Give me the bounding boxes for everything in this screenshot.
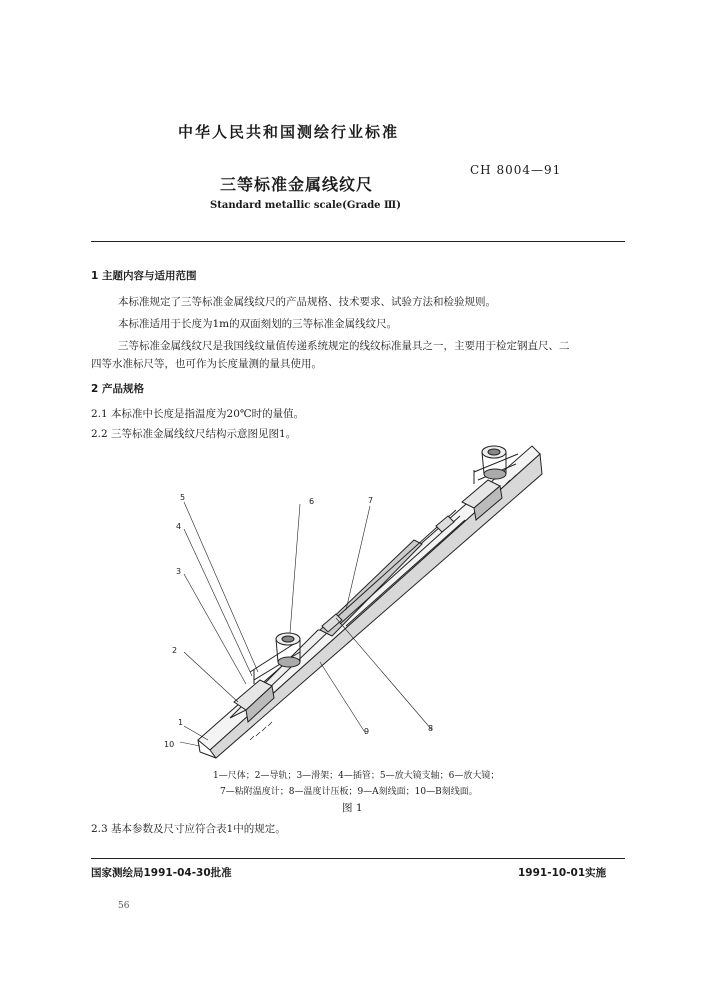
section-1-paragraph-3-cont: 四等水准标尺等，也可作为长度量测的量具使用。 [91, 358, 322, 370]
figure-label-3: 3 [176, 567, 182, 576]
figure-label-4: 4 [176, 522, 182, 531]
section-1-paragraph-2: 本标准适用于长度为1m的双面刻划的三等标准金属线纹尺。 [118, 318, 398, 330]
figure-label-9: 9 [364, 727, 370, 736]
figure-label-5: 5 [180, 493, 186, 502]
figure-caption: 图 1 [342, 802, 363, 814]
figure-label-1: 1 [178, 718, 184, 727]
figure-label-8: 8 [428, 724, 434, 733]
document-subtitle: Standard metallic scale(Grade Ⅲ) [210, 200, 401, 211]
industry-standard-heading: 中华人民共和国测绘行业标准 [178, 123, 400, 141]
figure-label-7: 7 [368, 496, 374, 505]
section-1-paragraph-1: 本标准规定了三等标准金属线纹尺的产品规格、技术要求、试验方法和检验规则。 [118, 296, 496, 308]
figure-label-6: 6 [309, 497, 315, 506]
header-divider [91, 241, 625, 242]
approval-date: 国家测绘局1991-04-30批准 [91, 867, 232, 879]
scale-structure-figure [150, 440, 550, 760]
document-title: 三等标准金属线纹尺 [220, 175, 374, 194]
page-number: 56 [118, 901, 130, 911]
clause-2-3: 2.3 基本参数及尺寸应符合表1中的规定。 [91, 823, 286, 835]
standard-code: CH 8004—91 [470, 163, 562, 177]
clause-2-2: 2.2 三等标准金属线纹尺结构示意图见图1。 [91, 428, 297, 440]
figure-legend-line-2: 7—粘附温度计；8—温度计压板；9—A刻线面；10—B刻线面。 [220, 787, 478, 797]
effective-date: 1991-10-01实施 [518, 867, 607, 879]
figure-label-10: 10 [164, 740, 175, 749]
section-1-heading: 1 主题内容与适用范围 [91, 270, 197, 282]
clause-2-1: 2.1 本标准中长度是指温度为20℃时的量值。 [91, 408, 305, 420]
section-2-heading: 2 产品规格 [91, 383, 144, 395]
footer-divider [91, 858, 625, 859]
figure-legend-line-1: 1—尺体；2—导轨；3—滑架；4—插管；5—放大镜支轴；6—放大镜； [213, 771, 500, 781]
section-1-paragraph-3: 三等标准金属线纹尺是我国线纹量值传递系统规定的线纹标准量具之一，主要用于检定钢直尺、二 [118, 340, 570, 352]
figure-label-2: 2 [172, 646, 178, 655]
